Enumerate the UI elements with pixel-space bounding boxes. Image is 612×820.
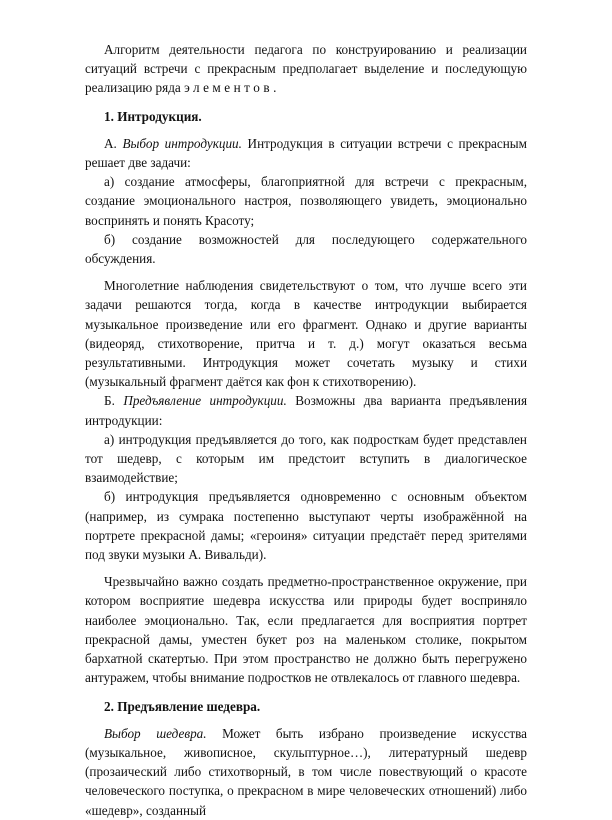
intro-text: Алгоритм деятельности педагога по конструированию и реализации ситуаций встречи с прекрасным предполагает выделение и последующую реализацию ряда xyxy=(85,42,527,96)
intro-presentation-label: Б. xyxy=(104,393,124,409)
environment-paragraph: Чрезвычайно важно создать предметно-пространственное окружение, при котором восприятие шедевра искусства или природы будет восприняло наиболее эмоционально. Так, если предлагается для восприятия портрет прекрасной дамы, уместен букет роз на маленьком столике, покрытом бархатной скатертью. При этом пространство не должно быть перегружено антуражем, чтобы внимание подростков не отвлекалось от главного шедевра. xyxy=(85,574,527,686)
intro-choice-paragraph xyxy=(85,134,527,172)
observations-paragraph: Многолетние наблюдения свидетельствуют о том, что лучше всего эти задачи решаются тогда, когда в качестве интродукции выбирается музыкальное произведение или его фрагмент. Однако и другие варианты (видеоряд, стихотворение, притча и т. д.) могут оказаться весьма результативными. Интродукция может сочетать музыку и стихи (музыкальный фрагмент даётся как фон к стихотворению). xyxy=(85,278,527,390)
intro-choice-title: Выбор интродукции. xyxy=(122,135,242,151)
intro-choice-text: Интродукция в ситуации встречи с прекрасным решает две задачи: xyxy=(85,135,528,171)
variant-item-b: б) интродукция предъявляется одновременно с основным объектом (например, из сумрака постепенно выступают черты изображённой на портрете прекрасной дамы; «героиня» ситуации предстаёт перед зрителями под звуки музыки А. Вивальди). xyxy=(85,489,527,563)
masterpiece-choice-title: Выбор шедевра. xyxy=(104,725,207,741)
task-item-a: а) создание атмосферы, благоприятной для встречи с прекрасным, создание эмоционального настроя, позволяющего увидеть, эмоционально воспринять и понять Красоту; xyxy=(85,174,527,228)
intro-presentation-paragraph xyxy=(85,391,527,429)
intro-presentation-text: Возможны два варианта предъявления интродукции: xyxy=(85,393,528,428)
variant-item-a: а) интродукция предъявляется до того, как подросткам будет представлен тот шедевр, с которым им предстоит вступить в диалогическое взаимодействие; xyxy=(85,431,527,486)
section-1-heading: 1. Интродукция. xyxy=(104,108,202,124)
masterpiece-choice-text: Может быть избрано произведение искусства (музыкальное, живописное, скульптурное…), литературный шедевр (прозаический либо стихотворный, в том числе повествующий о красоте человеческого поступка, о прекрасном в мире человеческих отношений) либо «шедевр», созданный xyxy=(85,725,527,818)
intro-spaced-word: элементов. xyxy=(184,80,280,96)
masterpiece-choice-paragraph xyxy=(85,724,527,820)
intro-presentation-title: Предъявление интродукции. xyxy=(123,393,287,409)
intro-choice-label: А. xyxy=(104,135,123,151)
intro-paragraph xyxy=(85,40,527,98)
section-2-heading: 2. Предъявление шедевра. xyxy=(104,698,261,714)
task-item-b: б) создание возможностей для последующего содержательного обсуждения. xyxy=(85,231,527,267)
document-page xyxy=(85,40,527,820)
